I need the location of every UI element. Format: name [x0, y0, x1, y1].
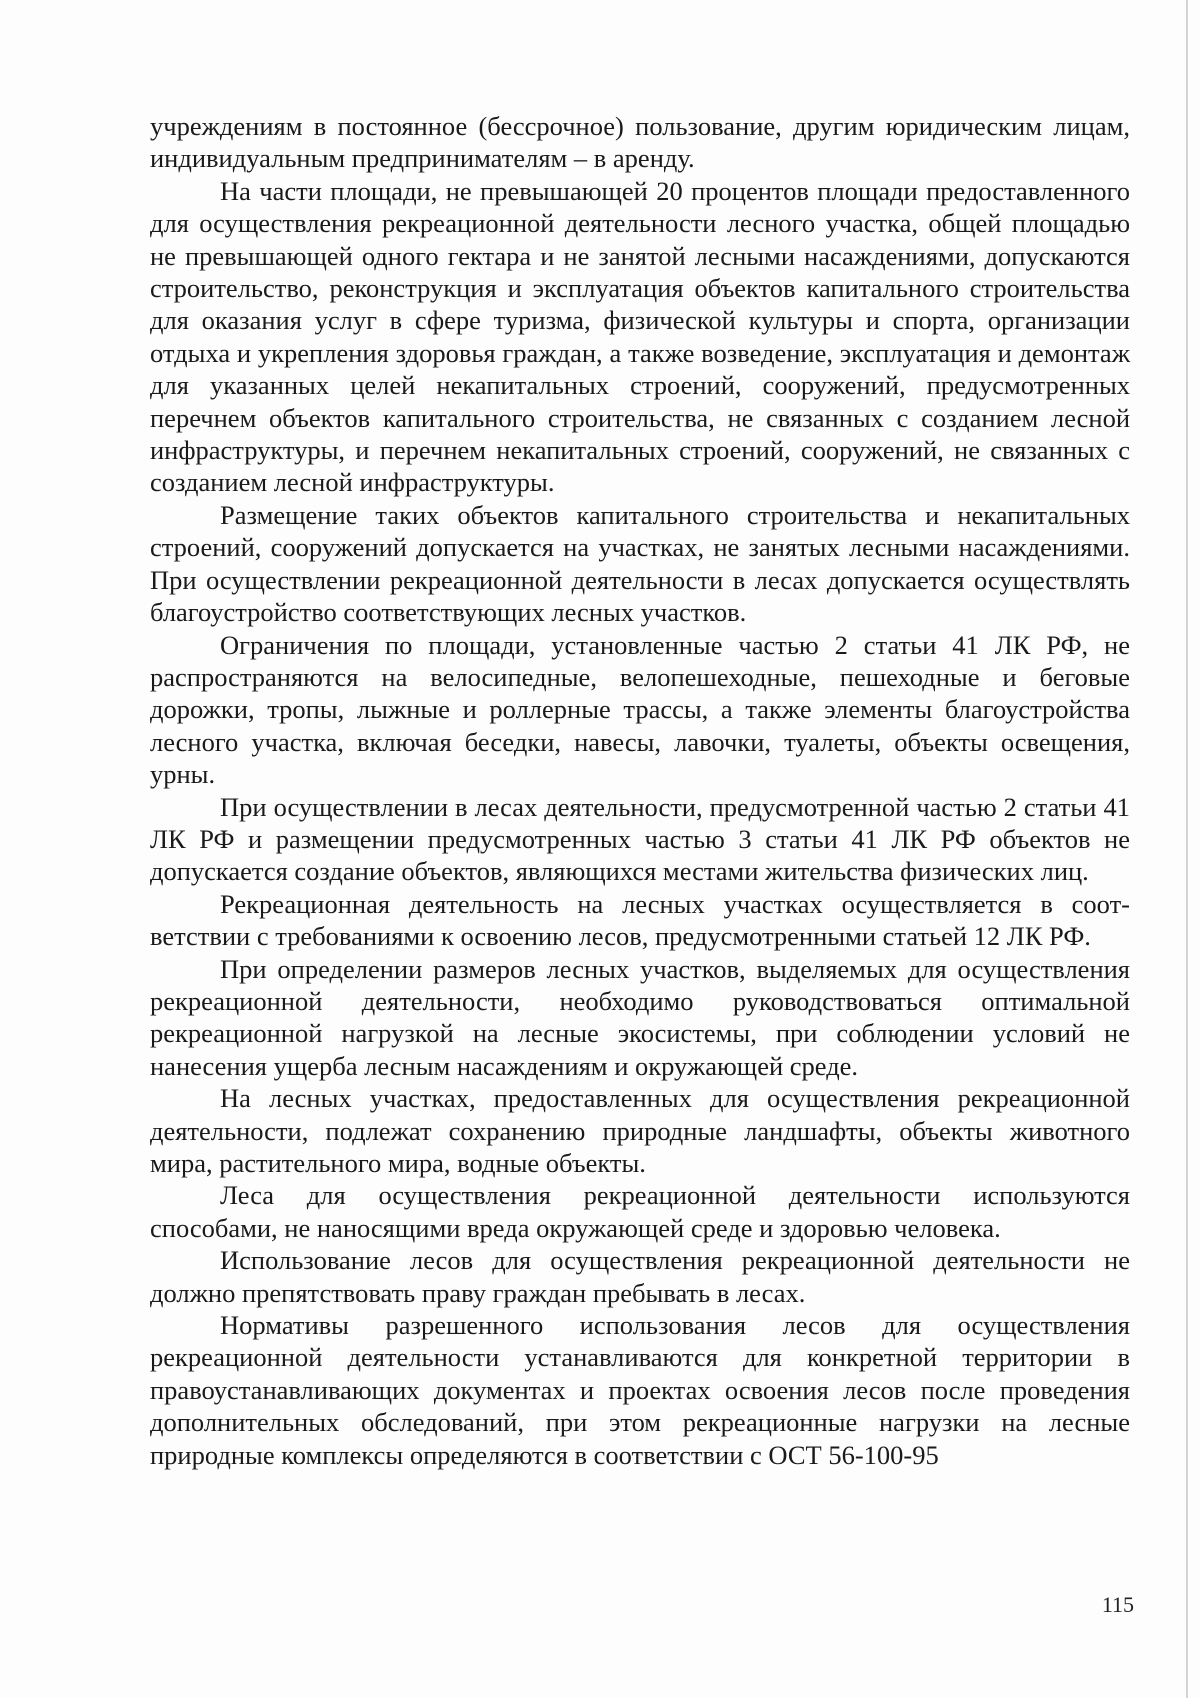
paragraph-7: При определении размеров лесных участков, выделяемых для осуществления рекреационной деятельности, необходимо руководствоваться оптимальной рекреационной нагрузкой на лесные экосистемы, при соблюдении условий не нанесения ущерба лесным насаждениям и окружающей среде. [150, 953, 1130, 1081]
paragraph-9: Леса для осуществления рекреационной деятельности используются способами, не наносящими вреда окружающей среде и здоровью человека. [150, 1180, 1130, 1243]
scan-edge-line [1186, 0, 1188, 1698]
paragraph-2: На части площади, не превышающей 20 процентов площади предоставленного для осуществления рекреационной деятельности лесного участка, общей площадью не превышающей одного гектара и не занятой лесными насаждениями, допускаются строительство, реконструкция и эксплуатация объектов капитального строительства для оказания услуг в сфере туризма, физической культуры и спорта, организации отдыха и укрепления здоровья граждан, а также возведение, эксплуатация и демонтаж для указанных целей некапитальных строений, сооружений, предусмотренных перечнем объектов капитального строительства, не связанных с созданием лесной инфраструктуры, и перечнем некапитальных строений, сооружений, не связанных с созданием лесной инфраструктуры. [150, 175, 1130, 498]
paragraph-6: Рекреационная деятельность на лесных участках осуществляется в соответствии с требованиями к освоению лесов, предусмотренными статьей 12 ЛК РФ. [150, 888, 1130, 952]
paragraph-5: При осуществлении в лесах деятельности, предусмотренной частью 2 статьи 41 ЛК РФ и размещении предусмотренных частью 3 статьи 41 ЛК РФ объектов не допускается создание объектов, являющихся местами жительства физических лиц. [150, 791, 1130, 887]
body-text [150, 110, 1130, 1471]
paragraph-3: Размещение таких объектов капитального строительства и некапитальных строений, сооружений допускается на участках, не занятых лесными насаждениями. При осуществлении рекреационной деятельности в лесах допускается осуществлять благоустройство соответствующих лесных участков. [150, 499, 1130, 628]
page-number: 115 [1101, 1592, 1134, 1617]
paragraph-4: Ограничения по площади, установленные частью 2 статьи 41 ЛК РФ, не распространяются на велосипедные, велопешеходные, пешеходные и беговые дорожки, тропы, лыжные и роллерные трассы, а также элементы благоустройства лесного участка, включая беседки, навесы, лавочки, туалеты, объекты освещения, урны. [150, 629, 1130, 790]
paragraph-11: Нормативы разрешенного использования лесов для осуществления рекреационной деятельности устанавливаются для конкретной территории в правоустанавливающих документах и проектах освоения лесов после проведения дополнительных обследований, при этом рекреационные нагрузки на лесные природные комплексы определяются в соответствии с ОСТ 56-100-95 [150, 1310, 1130, 1470]
paragraph-1: учреждениям в постоянное (бессрочное) пользование, другим юридическим лицам, индивидуальным предпринимателям – в аренду. [150, 111, 1130, 174]
paragraph-10: Использование лесов для осуществления рекреационной деятельности не должно препятствовать праву граждан пребывать в лесах. [150, 1245, 1130, 1308]
paragraph-8: На лесных участках, предоставленных для осуществления рекреационной деятельности, подлежат сохранению природные ландшафты, объекты животного мира, растительного мира, водные объекты. [150, 1083, 1130, 1178]
